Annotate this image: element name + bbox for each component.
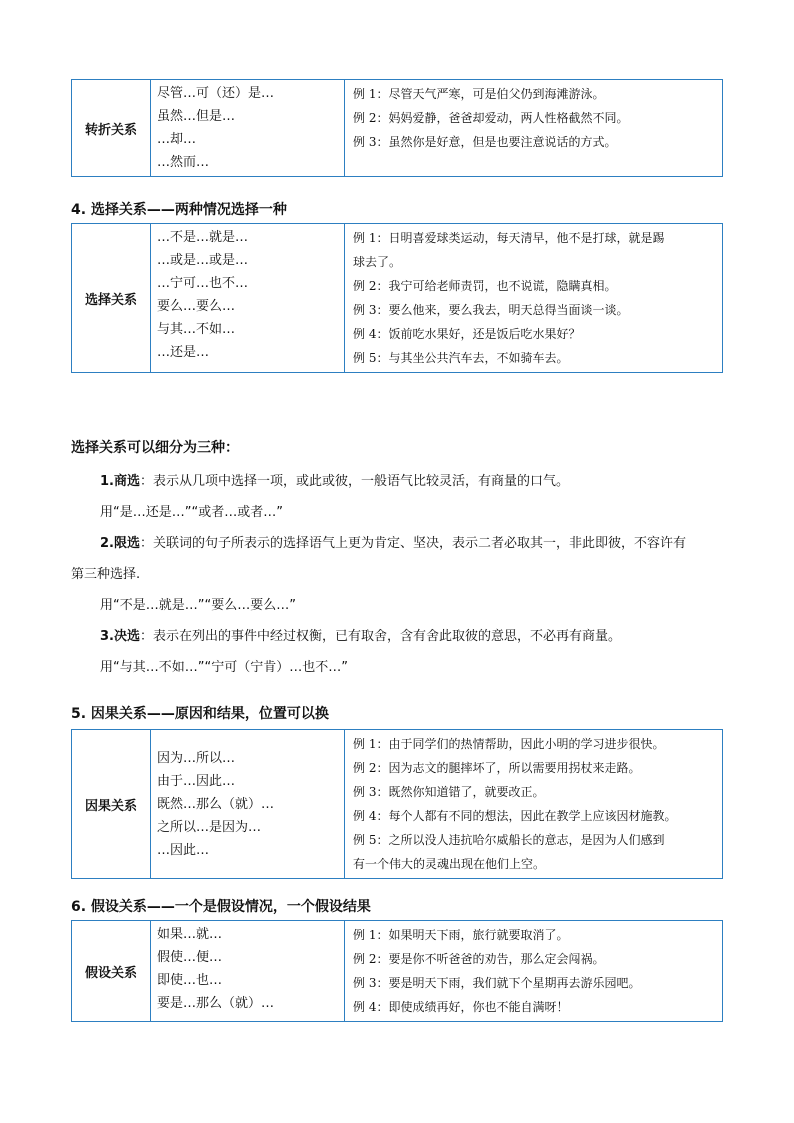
pattern-item: 与其…不如… [157, 322, 236, 337]
pattern-item: 即使…也… [157, 973, 223, 988]
heading-choice: 4. 选择关系——两种情况选择一种 [71, 202, 287, 218]
pattern-item: 因为…所以… [157, 750, 236, 766]
table-hypothetical [71, 920, 723, 1022]
example-line: 例 3：既然你知道错了，就要改正。 [353, 785, 545, 799]
subtype-text: ：表示从几项中选择一项，或此或彼，一般语气比较灵活，有商量的口气。 [139, 474, 569, 489]
section-title: 选择关系可以细分为三种： [71, 440, 239, 456]
example-line: 例 2：妈妈爱静，爸爸却爱动，两人性格截然不同。 [353, 111, 629, 125]
pattern-item: 如果…就… [157, 927, 223, 942]
subtype-1-usage: 用“是…还是…”“或者…或者…” [100, 505, 283, 520]
subtype-1 [100, 470, 569, 489]
examples-cell [345, 224, 723, 373]
subtype-3 [100, 625, 621, 644]
pattern-item: 虽然…但是… [157, 109, 236, 124]
subtype-3-usage: 用“与其…不如…”“宁可（宁肯）…也不…” [100, 660, 348, 675]
pattern-item: 要么…要么… [157, 299, 236, 314]
heading-hypothetical: 6. 假设关系——一个是假设情况，一个假设结果 [71, 899, 371, 915]
example-line: 例 4：即使成绩再好，你也不能自满呀！ [353, 1000, 569, 1014]
subtype-label: 3.决选 [100, 629, 140, 644]
table-causal [71, 729, 723, 879]
heading-causal: 5. 因果关系——原因和结果，位置可以换 [71, 706, 329, 722]
example-line: 例 1：尽管天气严寒，可是伯父仍到海滩游泳。 [353, 87, 605, 101]
example-line: 例 3：要是明天下雨，我们就下个星期再去游乐园吧。 [353, 976, 641, 990]
example-line: 例 2：因为志文的腿摔坏了，所以需要用拐杖来走路。 [353, 761, 641, 775]
pattern-item: …不是…就是… [157, 230, 249, 245]
examples-cell [345, 80, 723, 177]
examples-cell [345, 921, 723, 1022]
example-line: 例 2：我宁可给老师责罚，也不说谎，隐瞒真相。 [353, 279, 617, 293]
pattern-item: …却… [157, 132, 197, 147]
example-line: 例 1：日明喜爱球类运动，每天清早，他不是打球，就是踢 [353, 231, 665, 245]
pattern-item: …还是… [157, 345, 210, 360]
category-cell [72, 80, 151, 177]
patterns-cell [151, 730, 345, 879]
subtype-text: ：表示在列出的事件中经过权衡，已有取舍，含有舍此取彼的意思，不必再有商量。 [139, 629, 621, 644]
category-cell [72, 921, 151, 1022]
pattern-item: 尽管…可（还）是… [157, 86, 275, 101]
pattern-item: 假使…便… [157, 950, 223, 965]
table-choice [71, 223, 723, 373]
subtype-label: 2.限选 [100, 536, 140, 551]
example-line: 例 4：饭前吃水果好，还是饭后吃水果好？ [353, 327, 581, 341]
example-line: 例 1：由于同学们的热情帮助，因此小明的学习进步很快。 [353, 737, 665, 751]
patterns-cell [151, 224, 345, 373]
pattern-item: 要是…那么（就）… [157, 996, 275, 1011]
subtype-2-continued: 第三种选择. [71, 567, 141, 582]
category-cell [72, 224, 151, 373]
pattern-item: …因此… [157, 842, 210, 858]
category-label: 因果关系 [84, 798, 137, 814]
example-line: 有一个伟大的灵魂出现在他们上空。 [353, 857, 546, 871]
example-line: 例 3：虽然你是好意，但是也要注意说话的方式。 [353, 135, 617, 149]
example-line: 例 2：要是你不听爸爸的劝告，那么定会闯祸。 [353, 952, 605, 966]
subtype-text: ：关联词的句子所表示的选择语气上更为肯定、坚决，表示二者必取其一，非此即彼，不容许有 [139, 536, 686, 551]
pattern-item: 既然…那么（就）… [157, 796, 275, 812]
subtype-label: 1.商选 [100, 474, 140, 489]
pattern-item: 由于…因此… [157, 773, 236, 789]
category-label: 选择关系 [84, 292, 137, 308]
examples-cell [345, 730, 723, 879]
patterns-cell [151, 921, 345, 1022]
example-line: 球去了。 [353, 255, 402, 269]
pattern-item: …然而… [157, 155, 210, 170]
example-line: 例 3：要么他来，要么我去，明天总得当面谈一谈。 [353, 303, 629, 317]
subtype-2 [100, 532, 686, 551]
pattern-item: …宁可…也不… [157, 276, 249, 291]
example-line: 例 1：如果明天下雨，旅行就要取消了。 [353, 928, 569, 942]
category-label: 转折关系 [84, 122, 137, 138]
example-line: 例 5：之所以没人违抗哈尔威船长的意志，是因为人们感到 [353, 833, 665, 847]
example-line: 例 5：与其坐公共汽车去，不如骑车去。 [353, 351, 569, 365]
table-adversative [71, 79, 723, 177]
pattern-item: …或是…或是… [157, 253, 249, 268]
category-label: 假设关系 [84, 965, 137, 981]
subtype-2-usage: 用“不是…就是…”“要么…要么…” [100, 598, 296, 613]
pattern-item: 之所以…是因为… [157, 819, 262, 835]
patterns-cell [151, 80, 345, 177]
category-cell [72, 730, 151, 879]
example-line: 例 4：每个人都有不同的想法，因此在教学上应该因材施教。 [353, 809, 677, 823]
